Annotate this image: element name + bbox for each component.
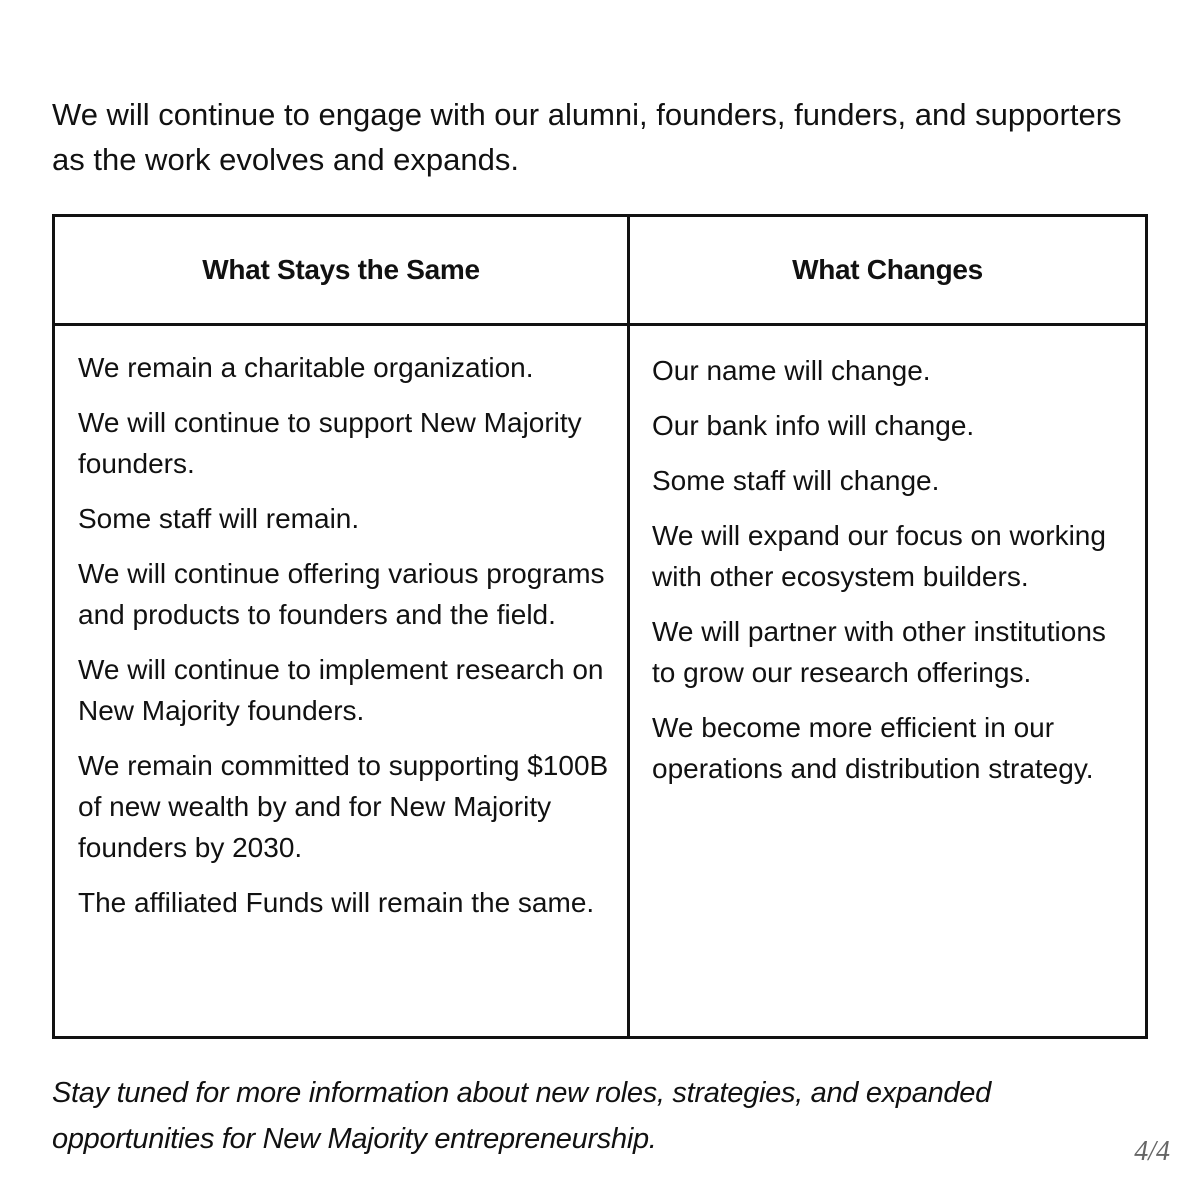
list-item: Some staff will change. bbox=[652, 465, 940, 496]
list-item: The affiliated Funds will remain the same. bbox=[78, 887, 595, 918]
footer-note: Stay tuned for more information about new roles, strategies, and expanded opportunities for New Majority entrepreneurship. bbox=[52, 1077, 991, 1155]
header-stays-same: What Stays the Same bbox=[202, 254, 480, 285]
page-number: 4/4 bbox=[1134, 1136, 1170, 1167]
stays-same-list bbox=[78, 347, 613, 937]
header-divider bbox=[55, 323, 1145, 326]
list-item: We will continue to implement research on New Majority founders. bbox=[78, 654, 604, 726]
column-divider bbox=[627, 217, 630, 1036]
list-item: We remain a charitable organization. bbox=[78, 352, 534, 383]
header-what-changes: What Changes bbox=[792, 254, 983, 285]
comparison-table bbox=[52, 214, 1148, 1039]
list-item: We will partner with other institutions to grow our research offerings. bbox=[652, 616, 1106, 688]
intro-paragraph: We will continue to engage with our alumni, founders, funders, and supporters as the work evolves and expands. bbox=[52, 97, 1122, 177]
list-item: We will continue offering various programs and products to founders and the field. bbox=[78, 558, 605, 630]
list-item: Our name will change. bbox=[652, 355, 931, 386]
list-item: Our bank info will change. bbox=[652, 410, 975, 441]
list-item: Some staff will remain. bbox=[78, 503, 360, 534]
list-item: We will continue to support New Majority founders. bbox=[78, 407, 582, 479]
list-item: We remain committed to supporting $100B of new wealth by and for New Majority founders by 2030. bbox=[78, 750, 609, 863]
list-item: We will expand our focus on working with other ecosystem builders. bbox=[652, 520, 1106, 592]
what-changes-list bbox=[652, 350, 1122, 803]
list-item: We become more efficient in our operations and distribution strategy. bbox=[652, 712, 1094, 784]
